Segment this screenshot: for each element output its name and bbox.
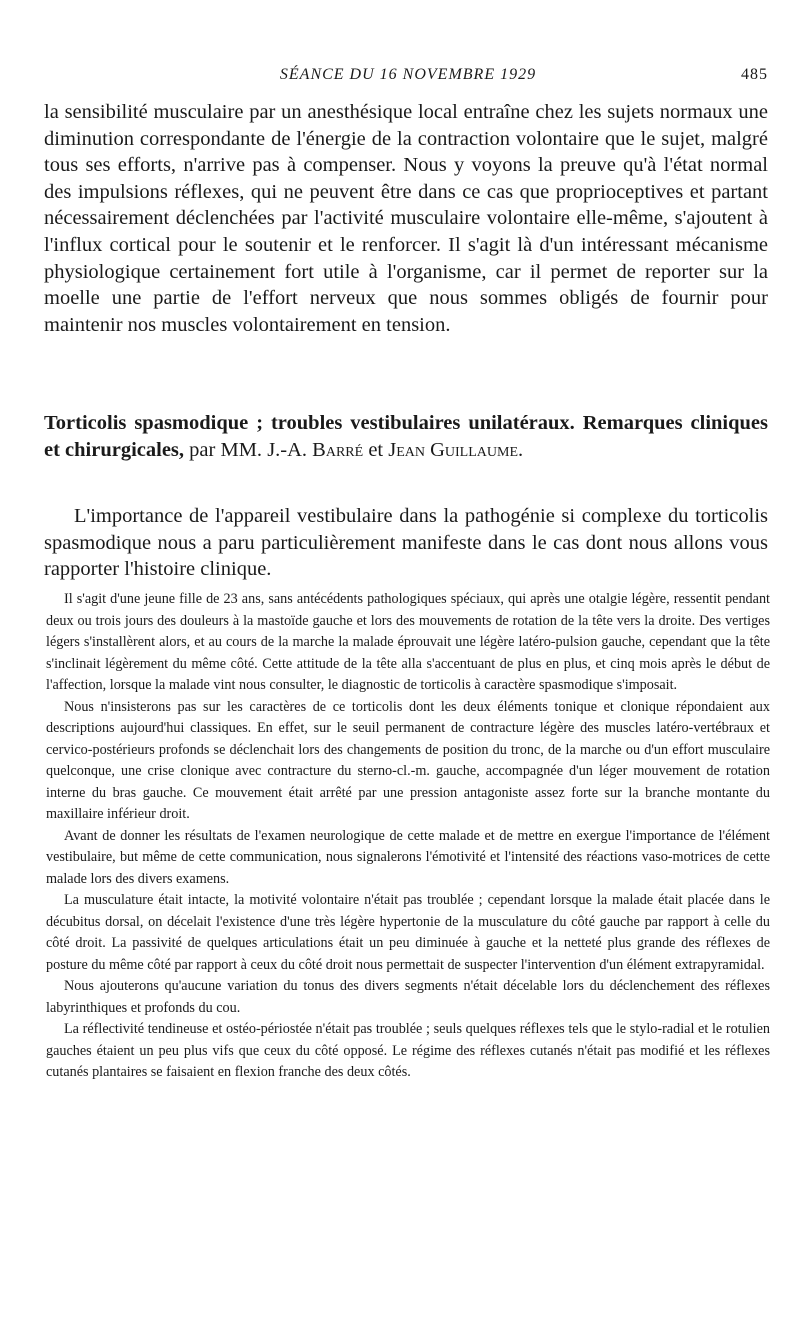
article-title: Torticolis spasmodique ; troubles vestibulaires unilatéraux. Remarques cliniques et chirurgicales, bbox=[44, 412, 768, 461]
case-paragraph: Avant de donner les résultats de l'examen neurologique de cette malade et de mettre en exergue l'importance de l'élément vestibulaire, but même de cette communication, nous signalerons l'émotivité et l'intensité des réactions vaso-motrices de cette malade lors des divers examens. bbox=[46, 827, 770, 887]
introduction-paragraph: L'importance de l'appareil vestibulaire dans la pathogénie si complexe du torticolis spasmodique nous a paru particulièrement manifeste dans le cas dont nous allons vous rapporter l'histoire clinique. bbox=[44, 505, 768, 581]
case-paragraph: La réflectivité tendineuse et ostéo-périostée n'était pas troublée ; seuls quelques réflexes tels que le stylo-radial et le rotulien gauches étaient un peu plus vifs que ceux du côté opposé. Le régime des réflexes cutanés n'était pas modifié et les réflexes cutanés plantaires se faisaient en flexion franche des deux côtés. bbox=[46, 1021, 770, 1080]
running-header bbox=[40, 62, 776, 86]
author-guillaume: Jean Guillaume. bbox=[388, 438, 524, 461]
case-paragraph: Nous ajouterons qu'aucune variation du tonus des divers segments n'était décelable lors du déclenchement des réflexes labyrinthiques et profonds du cou. bbox=[46, 978, 770, 1016]
running-title: SÉANCE DU 16 NOVEMBRE 1929 bbox=[279, 66, 537, 83]
case-paragraph: Nous n'insisterons pas sur les caractères de ce torticolis dont les deux éléments tonique et clonique répondaient aux descriptions aujourd'hui classiques. En effet, sur le seuil permanent de contracture légère des muscles latéro-vertébraux et cervico-postérieurs profonds se déclenchait lors des changements de position du tronc, de la marche ou d'un effort musculaire quelconque, une crise clonique avec contracture du sterno-cl.-m. gauche, accompagnée d'un léger mouvement de rotation interne du bras gauche. Ce mouvement était arrêté par une pression antagoniste assez forte sur la branche montante du maxillaire inférieur droit. bbox=[46, 698, 770, 822]
author-barre: J.-A. Barré bbox=[267, 438, 364, 461]
author-conjunction: et bbox=[368, 438, 384, 461]
case-paragraph: Il s'agit d'une jeune fille de 23 ans, sans antécédents pathologiques spéciaux, qui après une otalgie légère, ressentit pendant deux ou trois jours des douleurs à la mastoïde gauche et lors des mouvements de rotation de la tête vers la droite. Des vertiges légers s'installèrent alors, et au cours de la marche la malade éprouvait une légère latéro-pulsion gauche, cependant que la tête s'inclinait légèrement du même côté. Cette attitude de la tête alla s'accentuant de plus en plus, et cinq mois après le début de l'affection, lorsque la malade vint nous consulter, le diagnostic de torticolis à caractère spasmodique s'imposait. bbox=[46, 591, 770, 693]
paragraph-continued: la sensibilité musculaire par un anesthésique local entraîne chez les sujets normaux une diminution correspondante de l'énergie de la contraction volontaire que le sujet, malgré tous ses efforts, n'arrive pas à compenser. Nous y voyons la preuve qu'à l'état normal des impulsions réflexes, qui ne peuvent être dans ce cas que proprioceptives et partant nécessairement déclenchées par l'activité musculaire volontaire elle-même, s'ajoutent à l'influx cortical pour le soutenir et le renforcer. Il s'agit là d'un intéressant mécanisme physiologique certainement fort utile à l'organisme, car il permet de reporter sur la moelle une partie de l'effort nerveux que nous sommes obligés de fournir pour maintenir nos muscles volontairement en tension. bbox=[44, 101, 768, 336]
article-by: par MM. bbox=[189, 438, 263, 461]
article-heading bbox=[44, 410, 768, 463]
page-number: 485 bbox=[741, 66, 768, 83]
case-paragraph: La musculature était intacte, la motivité volontaire n'était pas troublée ; cependant lorsque la malade était placée dans le décubitus dorsal, on décelait l'existence d'une très légère hypertonie de la musculature du côté gauche par rapport à celle du côté droit. La passivité de quelques articulations était un peu diminuée à gauche et la netteté plus grande des réflexes de posture du même côté par rapport à ceux du côté droit nous permettait de suspecter l'intervention d'un élément extrapyramidal. bbox=[46, 892, 770, 973]
case-report bbox=[46, 589, 770, 1084]
